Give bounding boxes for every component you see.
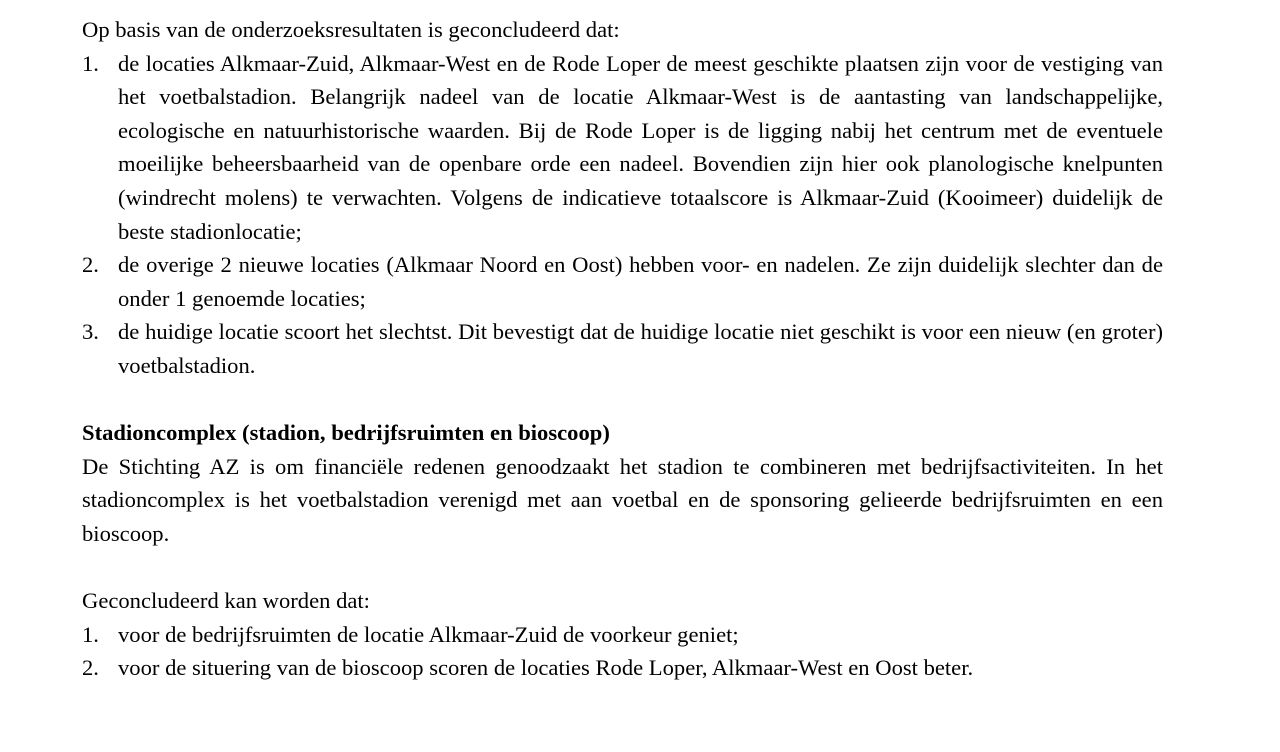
section1-intro: Op basis van de onderzoeksresultaten is geconcludeerd dat: [82,17,620,42]
list-item-number: 1. [82,621,99,647]
complex-conclusions-list [82,618,1163,685]
conclusions-list [82,47,1163,383]
list-item [82,315,1163,382]
list-item-text: voor de bedrijfsruimten de locatie Alkmaar-Zuid de voorkeur geniet; [118,621,739,647]
list-item [82,618,1163,652]
paragraph-spacer [82,551,1163,585]
paragraph-spacer [82,383,1163,417]
section3-intro: Geconcludeerd kan worden dat: [82,588,370,614]
list-item-number: 2. [82,252,99,278]
section-heading: Stadioncomplex (stadion, bedrijfsruimten en bioscoop) [82,420,610,446]
list-item-number: 3. [82,319,99,345]
list-item [82,651,1163,685]
list-item [82,47,1163,249]
list-item-text: voor de situering van de bioscoop scoren de locaties Rode Loper, Alkmaar-West en Oost beter. [118,655,974,681]
list-item-number: 2. [82,655,99,681]
list-item [82,248,1163,315]
section2-paragraph: De Stichting AZ is om financiële redenen genoodzaakt het stadion te combineren met bedrijfsactiviteiten. In het stadioncomplex is het voetbalstadion verenigd met aan voetbal en de sponsoring gelieerde bedrijfsruimten en een bioscoop. [82,453,1163,546]
document-page [82,13,1163,685]
list-item-number: 1. [82,50,99,76]
list-item-text: de huidige locatie scoort het slechtst. Dit bevestigt dat de huidige locatie niet geschikt is voor een nieuw (en groter) voetbalstadion. [118,319,1163,378]
list-item-text: de locaties Alkmaar-Zuid, Alkmaar-West en de Rode Loper de meest geschikte plaatsen zijn voor de vestiging van het voetbalstadion. Belangrijk nadeel van de locatie Alkmaar-West is de aantasting van landschappelijke, ecologische en natuurhistorische waarden. Bij de Rode Loper is de ligging nabij het centrum met de eventuele moeilijke beheersbaarheid van de openbare orde een nadeel. Bovendien zijn hier ook planologische knelpunten (windrecht molens) te verwachten. Volgens de indicatieve totaalscore is Alkmaar-Zuid (Kooimeer) duidelijk de beste stadionlocatie; [118,50,1163,244]
list-item-text: de overige 2 nieuwe locaties (Alkmaar Noord en Oost) hebben voor- en nadelen. Ze zijn duidelijk slechter dan de onder 1 genoemde locaties; [118,252,1163,311]
